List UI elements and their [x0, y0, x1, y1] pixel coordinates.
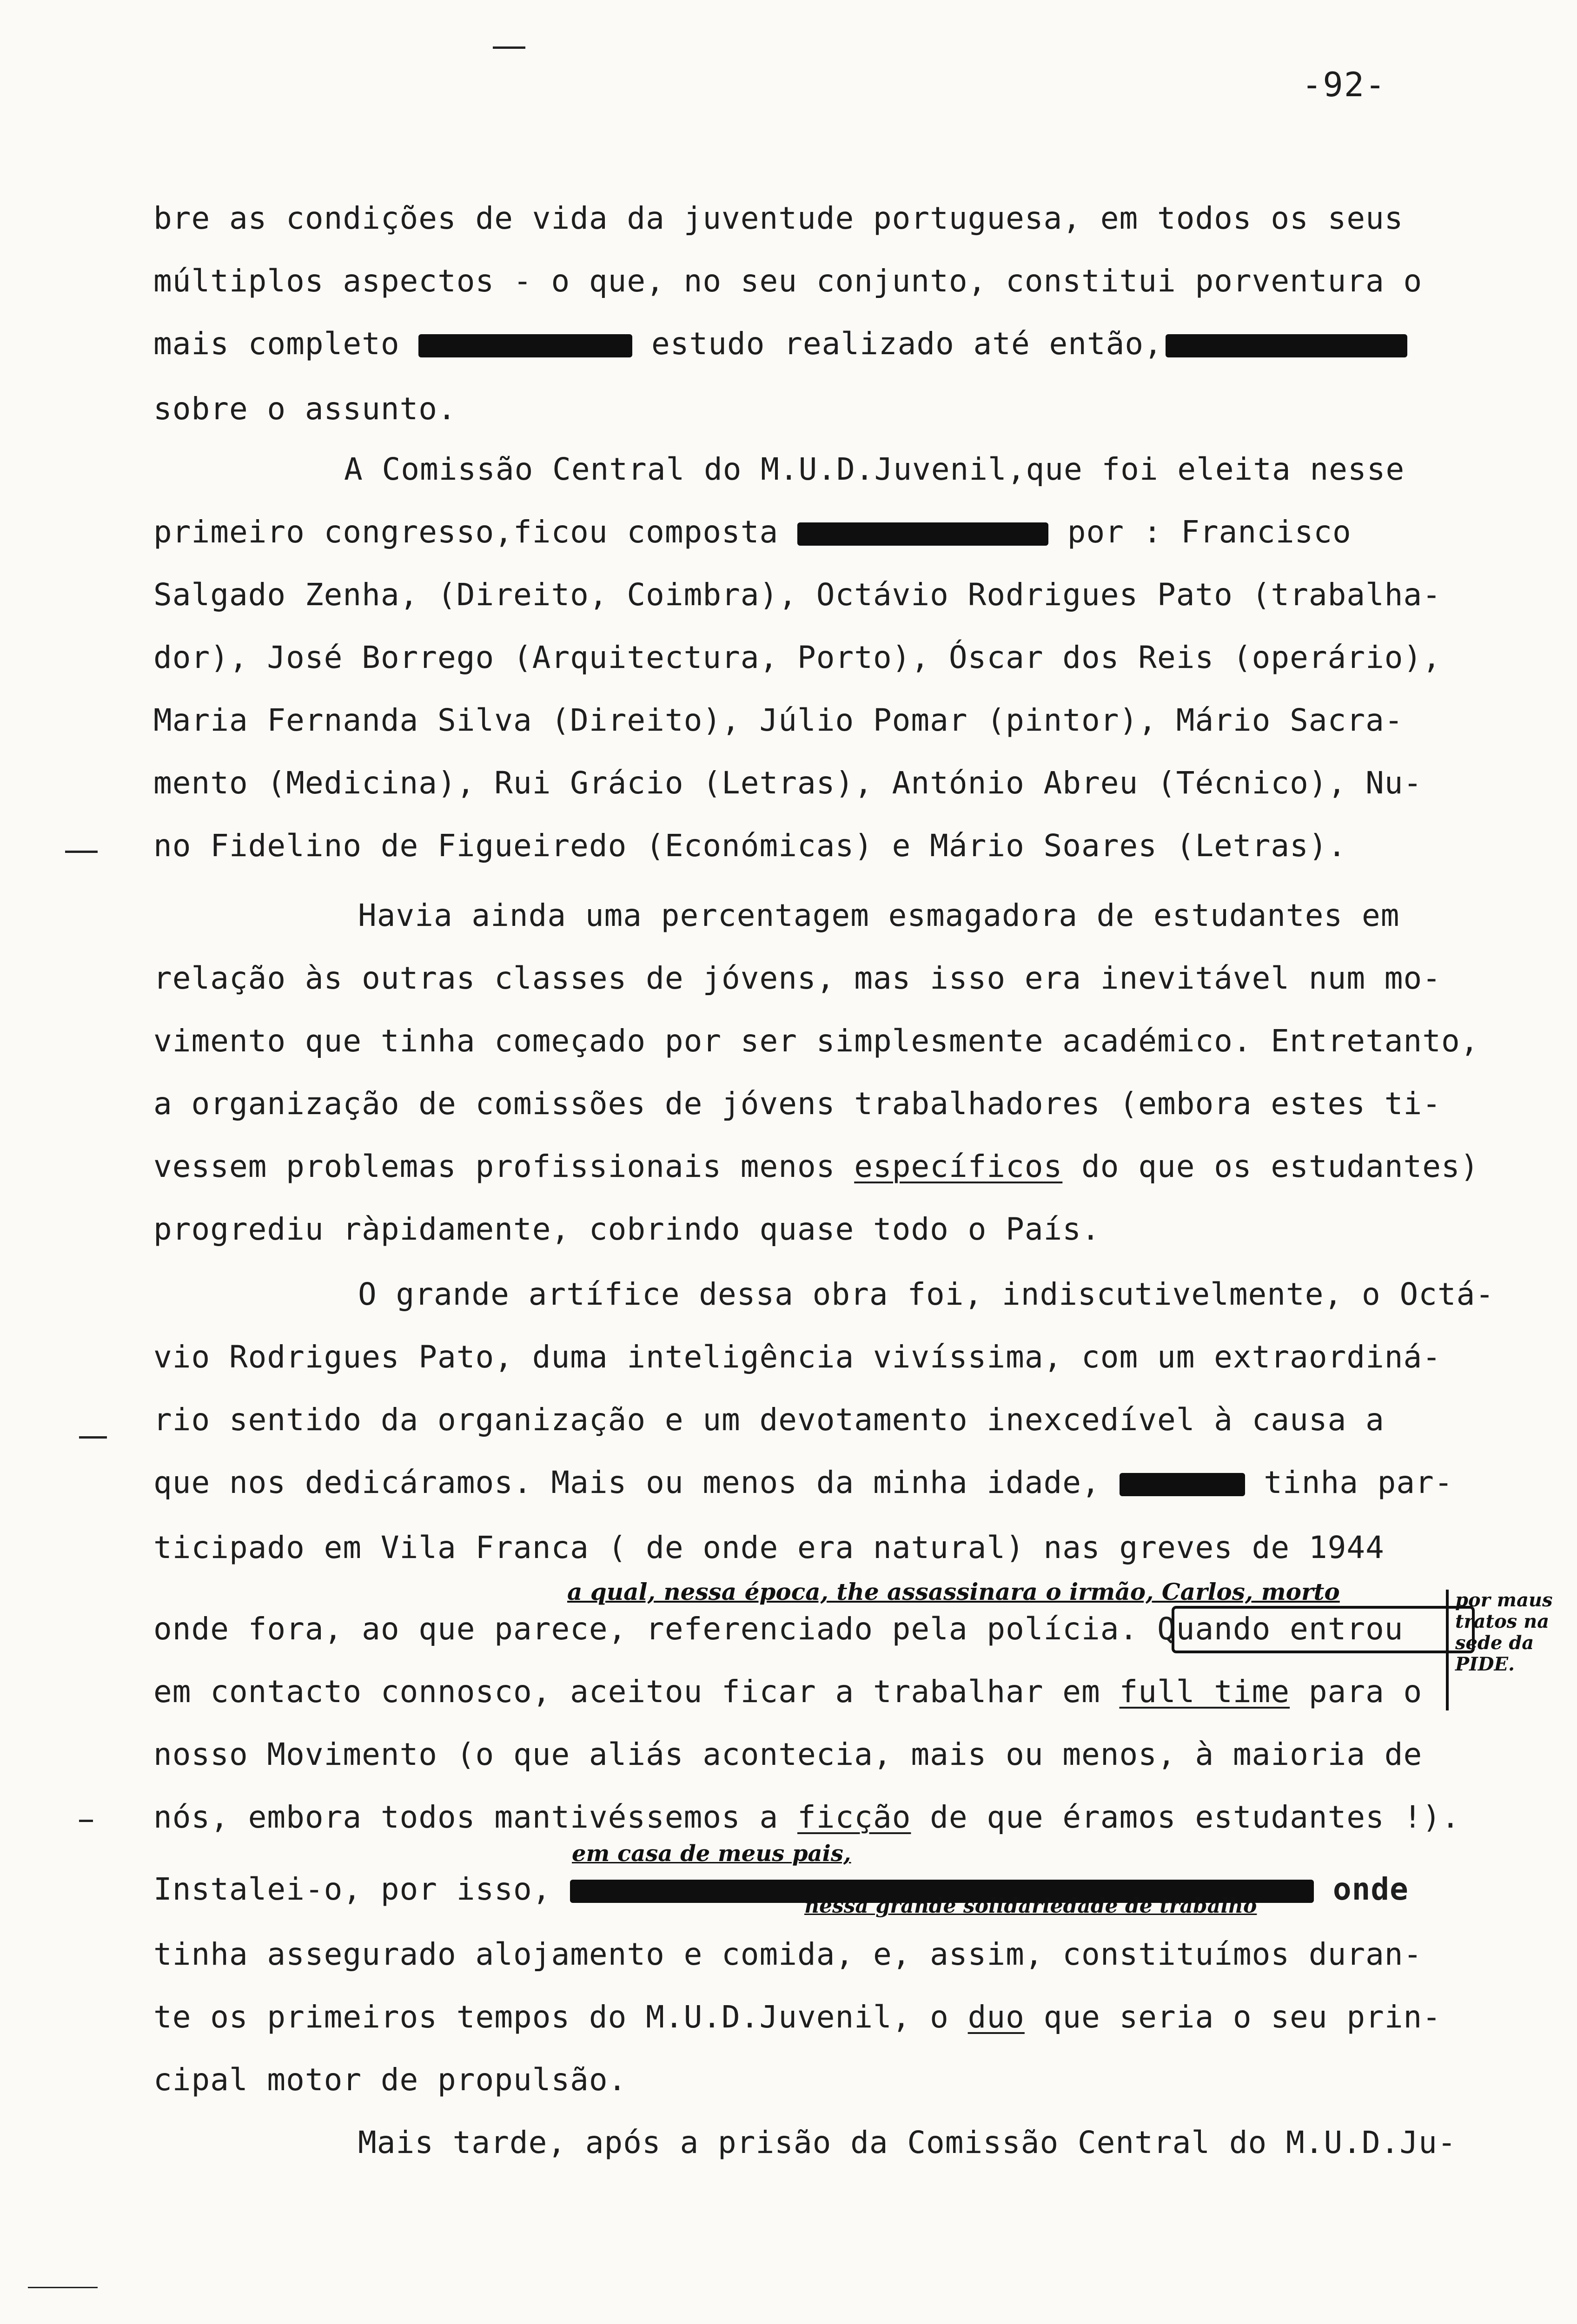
text-line: a organização de comissões de jóvens trabalhadores (embora estes ti- — [153, 1086, 1442, 1122]
text-line: dor), José Borrego (Arquitectura, Porto), Óscar dos Reis (operário), — [153, 640, 1442, 675]
text-line: mento (Medicina), Rui Grácio (Letras), António Abreu (Técnico), Nu- — [153, 765, 1423, 801]
handwritten-insert: em casa de meus pais, — [572, 1841, 851, 1867]
text-line: Maria Fernanda Silva (Direito), Júlio Pomar (pintor), Mário Sacra- — [153, 702, 1404, 738]
text-line: mais completo estudo realizado até então, — [153, 325, 1407, 363]
text-line: Instalei-o, por isso, onde — [153, 1871, 1409, 1907]
scan-mark — [79, 1820, 93, 1822]
text-line: onde fora, ao que parece, referenciado pela polícia. Quando entrou — [153, 1611, 1404, 1647]
text-line: Salgado Zenha, (Direito, Coimbra), Octávio Rodrigues Pato (trabalha- — [153, 577, 1442, 613]
scan-mark — [65, 851, 98, 853]
text-line: A Comissão Central do M.U.D.Juvenil,que foi eleita nesse — [344, 451, 1405, 487]
handwritten-bracket — [1446, 1590, 1449, 1710]
text-line: primeiro congresso,ficou composta por : Francisco — [153, 514, 1352, 550]
text-line: bre as condições de vida da juventude portuguesa, em todos os seus — [153, 200, 1404, 236]
text-line: relação às outras classes de jóvens, mas isso era inevitável num mo- — [153, 960, 1442, 996]
text-line: vio Rodrigues Pato, duma inteligência vivíssima, com um extraordiná- — [153, 1339, 1442, 1375]
text-line: ticipado em Vila Franca ( de onde era natural) nas greves de 1944 — [153, 1530, 1385, 1565]
text-line: O grande artífice dessa obra foi, indiscutivelmente, o Octá- — [358, 1276, 1495, 1312]
redaction-bar — [418, 334, 632, 357]
text-line: múltiplos aspectos - o que, no seu conjunto, constitui porventura o — [153, 263, 1423, 299]
scan-mark — [493, 46, 525, 49]
text-line: em contacto connosco, aceitou ficar a trabalhar em full time para o — [153, 1674, 1423, 1710]
handwritten-box — [1172, 1606, 1475, 1653]
text-line: Havia ainda uma percentagem esmagadora de estudantes em — [358, 898, 1400, 933]
text-line: Mais tarde, após a prisão da Comissão Central do M.U.D.Ju- — [358, 2125, 1457, 2160]
scan-mark — [79, 1436, 107, 1439]
text-line: tinha assegurado alojamento e comida, e, assim, constituímos duran- — [153, 1936, 1423, 1972]
handwritten-insert: nessa grande solidariedade de trabalho — [804, 1894, 1257, 1918]
text-line: vessem problemas profissionais menos específicos do que os estudantes) — [153, 1149, 1479, 1184]
scan-mark — [28, 2287, 98, 2288]
text-line: nós, embora todos mantivéssemos a ficção de que éramos estudantes !). — [153, 1799, 1460, 1835]
handwritten-insert: a qual, nessa época, the assassinara o irmão, Carlos, morto — [567, 1578, 1340, 1605]
text-line: sobre o assunto. — [153, 391, 457, 427]
text-line: rio sentido da organização e um devotamento inexcedível à causa a — [153, 1402, 1385, 1438]
redaction-bar — [797, 522, 1048, 546]
text-line: te os primeiros tempos do M.U.D.Juvenil, o duo que seria o seu prin- — [153, 1999, 1442, 2035]
text-line: progrediu ràpidamente, cobrindo quase todo o País. — [153, 1211, 1100, 1247]
text-line: no Fidelino de Figueiredo (Económicas) e Mário Soares (Letras). — [153, 828, 1347, 864]
redaction-bar — [1120, 1473, 1245, 1496]
handwritten-margin-note: por maus tratos na sede da PIDE. — [1455, 1589, 1553, 1675]
text-line: nosso Movimento (o que aliás acontecia, mais ou menos, à maioria de — [153, 1736, 1423, 1772]
text-line: cipal motor de propulsão. — [153, 2062, 627, 2098]
redaction-bar — [1166, 334, 1407, 357]
page-number: -92- — [1302, 65, 1386, 104]
text-line: vimento que tinha começado por ser simplesmente académico. Entretanto, — [153, 1023, 1479, 1059]
text-line: que nos dedicáramos. Mais ou menos da minha idade, tinha par- — [153, 1465, 1453, 1500]
